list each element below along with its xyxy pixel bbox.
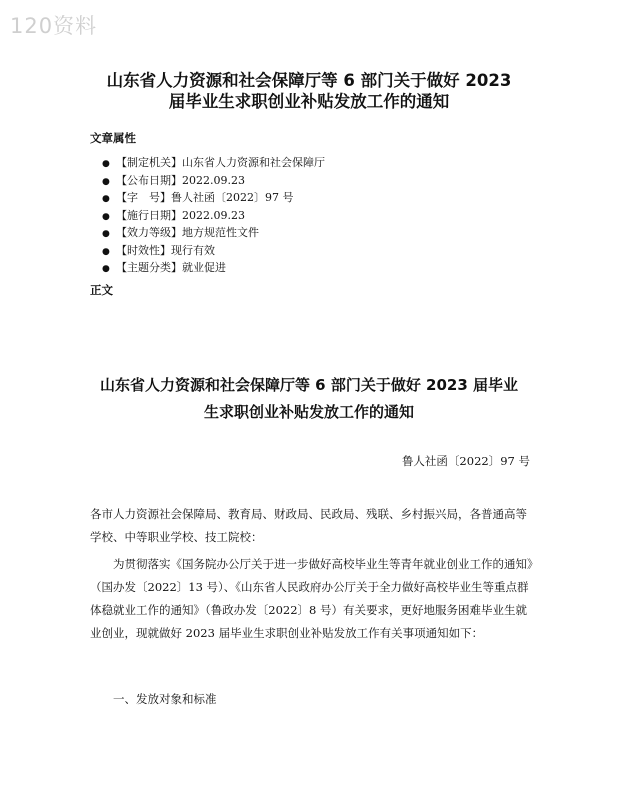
attribute-item — [102, 190, 325, 208]
body-heading: 正文 — [90, 283, 113, 297]
attribute-text: 【时效性】现行有效 — [116, 243, 215, 257]
attributes-list — [102, 155, 325, 278]
bullet-icon: ● — [102, 176, 110, 187]
attribute-text: 【制定机关】山东省人力资源和社会保障厅 — [116, 156, 325, 169]
attributes-heading: 文章属性 — [90, 131, 136, 145]
attribute-item — [102, 260, 325, 278]
document-number: 鲁人社函〔2022〕97 号 — [401, 454, 530, 468]
attribute-text: 【效力等级】地方规范性文件 — [116, 226, 259, 239]
notice-title-line: 山东省人力资源和社会保障厅等 6 部门关于做好 2023 届毕业 — [99, 376, 519, 394]
document-title-line: 届毕业生求职创业补贴发放工作的通知 — [168, 92, 450, 111]
bullet-icon: ● — [102, 194, 110, 204]
attribute-item — [102, 173, 325, 191]
section-heading: 一、发放对象和标准 — [113, 692, 217, 706]
bullet-icon: ● — [102, 159, 110, 169]
bullet-icon: ● — [102, 264, 110, 274]
attribute-item — [102, 225, 325, 243]
bullet-icon: ● — [102, 211, 110, 222]
attribute-item — [102, 208, 325, 226]
document-title-line: 山东省人力资源和社会保障厅等 6 部门关于做好 2023 — [106, 71, 512, 90]
attribute-text: 【主题分类】就业促进 — [116, 261, 226, 274]
recipients-paragraph: 各市人力资源社会保障局、教育局、财政局、民政局、残联、乡村振兴局，各普通高等学校、中等职业学校、技工院校： — [90, 507, 527, 544]
document-title — [60, 70, 558, 112]
notice-title-line: 生求职创业补贴发放工作的通知 — [203, 403, 414, 421]
watermark: 120资料 — [10, 14, 98, 38]
attribute-item — [102, 155, 325, 173]
attribute-item — [102, 243, 325, 261]
intro-paragraph: 为贯彻落实《国务院办公厅关于进一步做好高校毕业生等青年就业创业工作的通知》（国办发〔2022〕13 号）、《山东省人民政府办公厅关于全力做好高校毕业生等重点群体稳就业工作的通知》（鲁政办发〔2022〕8 号）有关要求，更好地服务困难毕业生就业创业，现就做好 2023 届毕业生求职创业补贴发放工作有关事项通知如下： — [90, 557, 533, 640]
bullet-icon: ● — [102, 229, 110, 239]
bullet-icon: ● — [102, 246, 110, 257]
attribute-text: 【公布日期】2022.09.23 — [116, 173, 245, 187]
attribute-text: 【施行日期】2022.09.23 — [116, 208, 245, 222]
attribute-text: 【字 号】鲁人社函〔2022〕97 号 — [116, 191, 294, 204]
notice-title — [80, 372, 538, 426]
